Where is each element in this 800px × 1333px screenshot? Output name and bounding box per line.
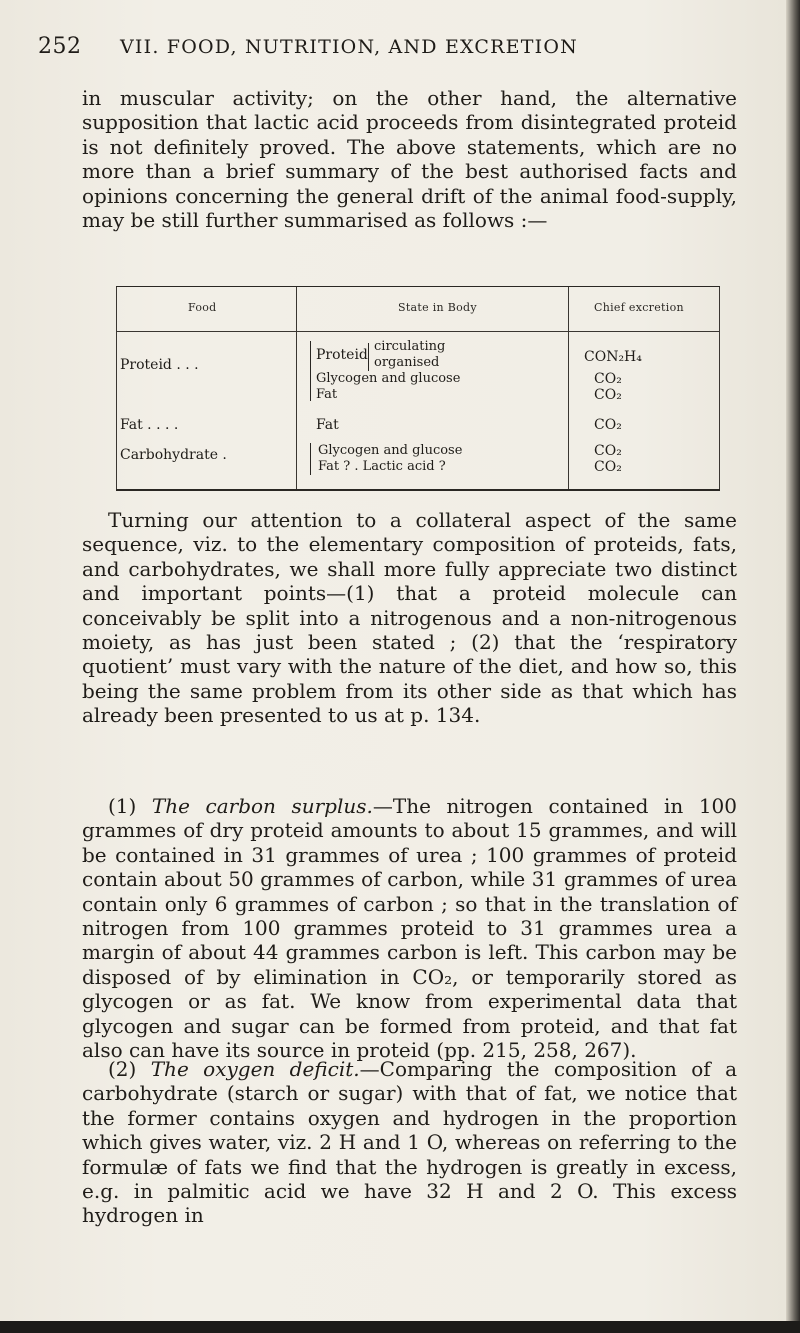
section-text-carbon-surplus: —The nitrogen contained in 100 grammes of dry proteid amounts to about 15 grammes, and will be contained in 31 grammes of urea ; 100 grammes of proteid contain about 50 grammes of carbon, while 31 grammes of urea contain only 6 grammes of carbon ; so that in the translation of nitrogen from 100 grammes proteid to 31 grammes urea a margin of about 44 grammes carbon is left. This carbon may be disposed of by elimination in CO₂, or temporarily stored as glycogen or as fat. We know from experimental data that glycogen and sugar can be formed from proteid, and that fat also can have its source in proteid (pp. 215, 258, 267). [82, 794, 738, 1063]
page-bottom-border [0, 1321, 800, 1333]
paragraph-oxygen-deficit [82, 1057, 737, 1228]
section-title-carbon-surplus: The carbon surplus. [151, 794, 373, 818]
state-organised: organised [374, 355, 440, 370]
paragraph-intro: in muscular activity; on the other hand, the alternative supposition that lactic acid proceeds from disintegrated proteid is not definitely proved. The above statements, which are no more than a brief summary of the best authorised facts and opinions concerning the general drift of the animal food-supply, may be still further summarised as follows :— [82, 86, 737, 233]
header-state: State in Body [398, 301, 477, 314]
excretion-co2-proteid-a: CO₂ [594, 371, 622, 387]
summary-table [116, 286, 720, 491]
state-glycogen-glucose: Glycogen and glucose [316, 371, 461, 386]
page-edge-shadow [786, 0, 800, 1333]
food-carbohydrate: Carbohydrate . [120, 447, 227, 463]
excretion-co2-carb-b: CO₂ [594, 459, 622, 475]
excretion-co2-carb-a: CO₂ [594, 443, 622, 459]
excretion-co2-fat: CO₂ [594, 417, 622, 433]
section-text-oxygen-deficit: —Comparing the composition of a carbohydrate (starch or sugar) with that of fat, we notice that the former contains oxygen and hydrogen in the proportion which gives water, viz. 2 H and 1 O, whereas on referring to the formulæ of fats we find that the hydrogen is greatly in excess, e.g. in palmitic acid we have 32 H and 2 O. This excess hydrogen in [82, 1057, 737, 1228]
excretion-con2h4: CON₂H₄ [584, 349, 642, 365]
section-number-2: (2) [108, 1057, 137, 1081]
food-proteid: Proteid . . . [120, 357, 199, 373]
state-proteid-label: Proteid [316, 347, 368, 363]
brace-proteid-inner [368, 343, 369, 371]
brace-carbohydrate [310, 443, 311, 475]
header-food: Food [188, 301, 217, 314]
running-title: VII. FOOD, NUTRITION, AND EXCRETION [120, 36, 578, 58]
brace-proteid [310, 341, 311, 401]
excretion-co2-proteid-b: CO₂ [594, 387, 622, 403]
state-circulating: circulating [374, 339, 446, 354]
state-fat-row: Fat [316, 417, 339, 433]
state-fat: Fat [316, 387, 338, 402]
paragraph-carbon-surplus [82, 794, 737, 1062]
section-number-1: (1) [108, 794, 137, 818]
section-title-oxygen-deficit: The oxygen deficit. [150, 1057, 360, 1081]
state-carb-fat-lactic: Fat ? . Lactic acid ? [318, 459, 446, 474]
header-excretion: Chief excretion [594, 301, 684, 314]
state-carb-glycogen: Glycogen and glucose [318, 443, 463, 458]
food-fat: Fat . . . . [120, 417, 179, 433]
table-header-rule [116, 331, 720, 332]
paragraph-collateral: Turning our attention to a collateral aspect of the same sequence, viz. to the elementary composition of proteids, fats, and carbohydrates, we shall more fully appreciate two distinct and important points—(1) that a proteid molecule can conceivably be split into a nitrogenous and a non-nitrogenous moiety, as has just been stated ; (2) that the ‘respiratory quotient’ must vary with the nature of the diet, and how so, this being the same problem from its other side as that which has already been presented to us at p. 134. [82, 508, 737, 728]
page-number: 252 [38, 34, 82, 59]
page-header [38, 34, 758, 64]
